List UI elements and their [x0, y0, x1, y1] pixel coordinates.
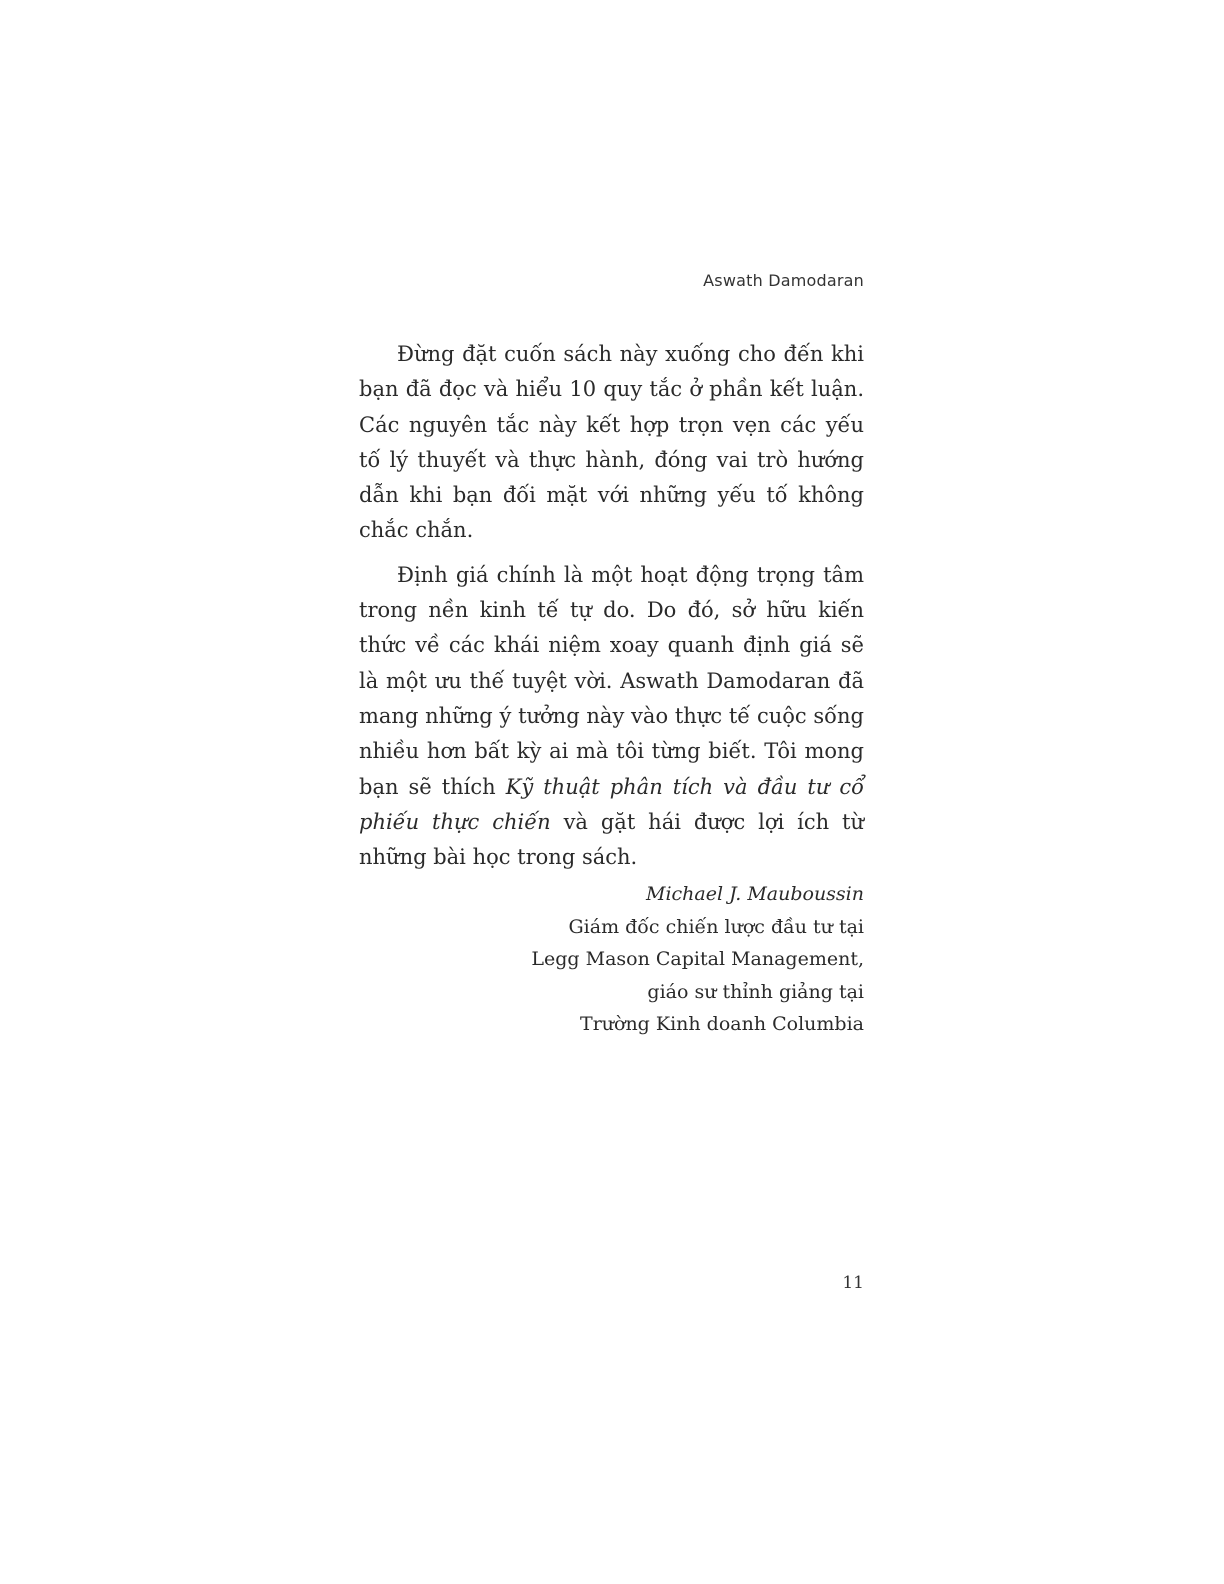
running-head: Aswath Damodaran	[703, 271, 864, 290]
signature-title: Trường Kinh doanh Columbia	[580, 1013, 864, 1036]
paragraph-text: Định giá chính là một hoạt động trọng tâm trong nền kinh tế tự do. Do đó, sở hữu kiến thức về các khái niệm xoay quanh định giá sẽ là một ưu thế tuyệt vời. Aswath Damodaran đã mang những ý tưởng này vào thực tế cuộc sống nhiều hơn bất kỳ ai mà tôi từng biết. Tôi mong bạn sẽ thích	[359, 562, 864, 799]
paragraph: Đừng đặt cuốn sách này xuống cho đến khi bạn đã đọc và hiểu 10 quy tắc ở phần kết luận. Các nguyên tắc này kết hợp trọn vẹn các yếu tố lý thuyết và thực hành, đóng vai trò hướng dẫn khi bạn đối mặt với những yếu tố không chắc chắn.	[359, 342, 864, 543]
signature-block	[359, 878, 864, 1040]
signature-title: giáo sư thỉnh giảng tại	[647, 980, 864, 1003]
page-number: 11	[842, 1273, 864, 1293]
paragraph-text: và gặt hái được lợi ích từ những bài học trong sách.	[359, 809, 864, 870]
body-text	[359, 337, 864, 1040]
signature-title: Giám đốc chiến lược đầu tư tại	[568, 915, 864, 938]
paragraph	[359, 558, 864, 876]
signature-name: Michael J. Mauboussin	[646, 883, 864, 906]
book-title: Kỹ thuật phân tích và đầu tư cổ phiếu thực chiến	[359, 774, 864, 834]
signature-title: Legg Mason Capital Management,	[531, 948, 864, 971]
